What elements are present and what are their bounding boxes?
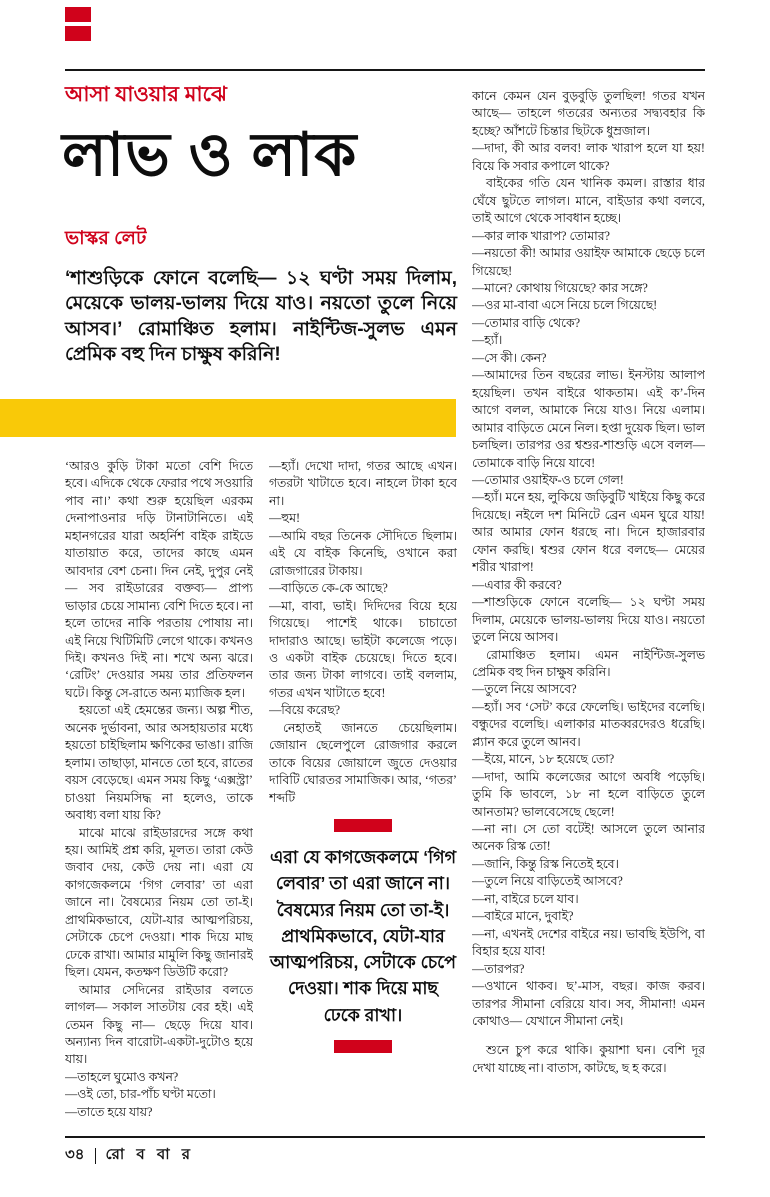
pull-quote-text: এরা যে কাগজেকলমে ‘গিগ লেবার’ তা এরা জানে না। বৈষম্যের নিয়ম তো তা-ই। প্রাথমিকভাবে, যেটা-যার আত্মপরিচয়, সেটাকে চেপে দেওয়া। শাক দিয়ে মাছ ঢেকে রাখা। [269, 847, 457, 1025]
paragraph: —দাদা, কী আর বলব! লাক খারাপ হলে যা হয়! বিয়ে কি সবার কপালে থাকে? [472, 141, 705, 173]
paragraph: ‘আরও কুড়ি টাকা মতো বেশি দিতে হবে। এদিকে থেকে ফেরার পথে সওয়ারি পাব না।’ কথা শুরু হয়েছিল এরকম দেনাপাওনার দড়ি টানাটানিতে। এই মহানগরের যারা অহর্নিশ বাইক রাইডে যাতায়াত করে, তাদের কাছে এমন আবদার বেশ চেনা। দিন নেই, দুপুর নেই— সব রাইডারের বক্তব্য— প্রাপ্য ভাড়ার চেয়ে সামান্য বেশি দিতে হবে। না হলে তাদের নাকি পরতায় পোষায় না। এই নিয়ে খিটিমিটি লেগে থাকে। কখনও দিই। কখনও দিই না। শখে অন্য ঝরে। ‘রেটিং’ দেওয়ার সময় তার প্রতিফলন ঘটে। কিন্তু সে-রাতে অন্য ম্যাজিক হল। [65, 459, 253, 700]
article-headline: লাভ ও লাক [62, 121, 358, 188]
paragraph: —না, বাইরে চলে যাব। [472, 891, 579, 906]
paragraph: —কার লাক খারাপ? তোমার? [472, 228, 610, 243]
paragraph: —মা, বাবা, ভাই। দিদিদের বিয়ে হয়ে গিয়েছে। পাশেই থাকে। চাচাতো দাদারাও আছে। ভাইটা কলেজে পড়ে। ও একটা বাইক চেয়েছে। দিতে হবে। তার জন্য টাকা লাগবে। তাই বললাম, গতর এখন খাটাতে হবে! [269, 598, 457, 700]
pull-quote [269, 819, 457, 1053]
paragraph: —ওখানে থাকব। ছ’-মাস, বছর। কাজ করব। তারপর সীমানা বেরিয়ে যাব। সব, সীমানা! এমন কোথাও— যেখানে সীমানা নেই। [472, 979, 705, 1029]
paragraph: —শাশুড়িকে ফোনে বলেছি— ১২ ঘণ্টা সময় দিলাম, মেয়েকে ভালয়-ভালয় দিয়ে যাও। নয়তো তুলে নিয়ে আসব। [472, 595, 705, 645]
paragraph: —দাদা, আমি কলেজের আগে অবধি পড়েছি। তুমি কি ভাবলে, ১৮ না হলে বাড়িতে তুলে আনতাম? ভালবেসেছে ছেলে! [472, 769, 705, 819]
paragraph: —নয়তো কী! আমার ওয়াইফ আমাকে ছেড়ে চলে গিয়েছে! [472, 246, 705, 278]
paragraph: হয়তো এই হেমন্তের জন্য। অল্প শীত, অনেক দুর্ভাবনা, আর অসহায়তার মধ্যে হয়তো চাইছিলাম ক্ষণিকের ভাঙা। রাজি হলাম। তাছাড়া, মানতে তো হবে, রাতের বয়স বেড়েছে। এমন সময় কিছু ‘এক্সস্ট্রা’ চাওয়া নিয়মসিদ্ধ না হলেও, তাকে অবাধ্য বলা যায় কি? [65, 703, 253, 823]
paragraph: নেহাতই জানতে চেয়েছিলাম। জোয়ান ছেলেপুলে রোজগার করলে তাকে বিয়ের জোয়ালে জুতে দেওয়ার দাবিটি ঘোরতর সামাজিক। আর, ‘গতর’ শব্দটি [269, 720, 457, 805]
paragraph: —বাড়িতে কে-কে আছে? [269, 581, 388, 596]
paragraph: —ইয়ে, মানে, ১৮ হয়েছে তো? [472, 752, 615, 767]
paragraph: —হ্যাঁ। সব ‘সেট’ করে ফেলেছি। ভাইদের বলেছি। বন্ধুদের বলেছি। এলাকার মাতব্বরদেরও ধরেছি। প্ল্যান করে তুলে আনব। [472, 699, 705, 749]
paragraph: —হ্যাঁ। দেখো দাদা, গতর আছে এখন। গতরটা খাটাতে হবে। নাহলে টাকা হবে না। [269, 459, 457, 508]
section-kicker: আসা যাওয়ার মাঝে [65, 83, 227, 106]
registration-marks [65, 7, 91, 45]
article-intro: ‘শাশুড়িকে ফোনে বলেছি— ১২ ঘণ্টা সময় দিলাম, মেয়েকে ভালয়-ভালয় দিয়ে যাও। নয়তো তুলে নিয়ে আসব।’ রোমাঞ্চিত হলাম। নাইন্টিজ-সুলভ এমন প্রেমিক বহু দিন চাক্ষুষ করিনি! [65, 268, 457, 366]
paragraph: —হ্যাঁ। মনে হয়, লুকিয়ে জড়িবুটি খাইয়ে কিছু করে দিয়েছে। নইলে দশ মিনিটে ব্রেন এমন ঘুরে যায়! আর আমার ফোন ধরছে না। দিনে হাজারবার ফোন করছি। শ্বশুর ফোন ধরে বলছে— মেয়ের শরীর খারাপ! [472, 490, 705, 575]
top-rule [65, 69, 705, 71]
pull-quote-top-bar [334, 819, 392, 832]
paragraph: —ওই তো, চার-পাঁচ ঘণ্টা মতো। [65, 1087, 216, 1102]
column-3 [472, 88, 705, 1134]
magazine-name: রো ব বা র [105, 1146, 194, 1163]
paragraph: —তোমার ওয়াইফ-ও চলে গেল! [472, 472, 624, 487]
paragraph: —তাতে হয়ে যায়? [65, 1104, 153, 1119]
paragraph: —তারপর? [472, 961, 525, 976]
paragraph: কানে কেমন যেন বুড়বুড়ি তুলছিল! গতর যখন আছে— তাহলে গতরের অন্যতর সদ্ব্যবহার কি হচ্ছে? আঁশটে চিন্তার ছিটকে ধুম্রজাল। [472, 89, 705, 138]
paragraph: —এবার কী করবে? [472, 577, 562, 592]
paragraph: —তাহলে ঘুমোও কখন? [65, 1069, 179, 1084]
paragraph: রোমাঞ্চিত হলাম। এমন নাইন্টিজ-সুলভ প্রেমিক বহু দিন চাক্ষুষ করিনি। [472, 647, 705, 679]
body-columns-left [65, 458, 457, 1134]
paragraph: শুনে চুপ করে থাকি। কুয়াশা ঘন। বেশি দূর দেখা যাচ্ছে না। বাতাস, কাটছে, ছ হ করে। [472, 1043, 705, 1075]
paragraph: —বাইরে মানে, দুবাই? [472, 909, 574, 924]
paragraph: —জানি, কিন্তু রিস্ক নিতেই হবে। [472, 856, 619, 871]
paragraph: —হ্যাঁ। [472, 333, 503, 348]
paragraph: —না না। সে তো বটেই! আসলে তুলে আনার অনেক রিস্ক তো! [472, 822, 705, 854]
paragraph: বাইকের গতি যেন খানিক কমল। রাস্তার ধার ঘেঁষে ছুটতে লাগল। মানে, বাইডার কথা বলবে, তাই আগে থেকে সাবধান হচ্ছে। [472, 176, 705, 226]
pull-quote-bottom-bar [334, 1040, 392, 1053]
page-footer [65, 1143, 194, 1168]
paragraph: —বিয়ে করেছ? [269, 703, 341, 718]
paragraph: —না, এখনই দেশের বাইরে নয়। ভাবছি ইউপি, বা বিহার হয়ে যাব! [472, 926, 705, 959]
paragraph: —মানে? কোথায় গিয়েছে? কার সঙ্গে? [472, 280, 648, 295]
yellow-highlight-bar [0, 399, 456, 437]
red-mark-bottom [65, 26, 91, 41]
column-2-text [269, 458, 457, 807]
paragraph: —সে কী। কেন? [472, 350, 547, 365]
paragraph: —তুলে নিয়ে বাড়িতেই আসবে? [472, 874, 623, 889]
paragraph: আমার সেদিনের রাইডার বলতে লাগল— সকাল সাতটায় বের হই। এই তেমন কিছু না— ছেড়ে দিয়ে যাব। অন্যান্য দিন বারোটা-একটা-দুটোও হয়ে যায়। [65, 982, 253, 1067]
paragraph: —তোমার বাড়ি থেকে? [472, 315, 581, 330]
paragraph: —হুম! [269, 511, 301, 526]
paragraph: —তুলে নিয়ে আসবে? [472, 682, 577, 697]
paragraph: মাঝে মাঝে রাইডারদের সঙ্গে কথা হয়। আমিই প্রশ্ন করি, মূলত। তারা কেউ জবাব দেয়, কেউ দেয় না। এরা যে কাগজেকলমে ‘গিগ লেবার’ তা এরা জানে না। বৈষম্যের নিয়ম তো তা-ই। প্রাথমিকভাবে, যেটা-যার আত্মপরিচয়, সেটাকে চেপে দেওয়া। শাক দিয়ে মাছ ঢেকে রাখা। আমার মামুলি কিছু জানারই ছিল। যেমন, কতক্ষণ ডিউটি করো? [65, 825, 253, 980]
column-1 [65, 458, 253, 1134]
page-number: ৩৪ [65, 1146, 85, 1163]
author-byline: ভাস্কর লেট [65, 228, 147, 249]
paragraph: —আমাদের তিন বছরের লাভ। ইনস্টায় আলাপ হয়েছিল। তখন বাইরে থাকতাম। এই ক’-দিন আগে বলল, আমাকে নিয়ে যাও। নিয়ে এলাম। আমার বাড়িতে মেনে নিল। হপ্তা দুয়েক ছিল। ভাল চলছিল। তারপর ওর শ্বশুর-শাশুড়ি এসে বলল— তোমাকে বাড়ি নিয়ে যাবে! [472, 368, 705, 470]
paragraph: —আমি বছর তিনেক সৌদিতে ছিলাম। এই যে বাইক কিনেছি, ওখানে করা রোজগারের টাকায়। [269, 528, 457, 578]
paragraph: —ওর মা-বাবা এসে নিয়ে চলে গিয়েছে! [472, 298, 658, 313]
footer-rule [65, 1136, 705, 1138]
paragraph [472, 1030, 705, 1042]
footer-divider [95, 1148, 96, 1164]
column-2 [269, 458, 457, 1134]
red-mark-top [65, 7, 91, 22]
